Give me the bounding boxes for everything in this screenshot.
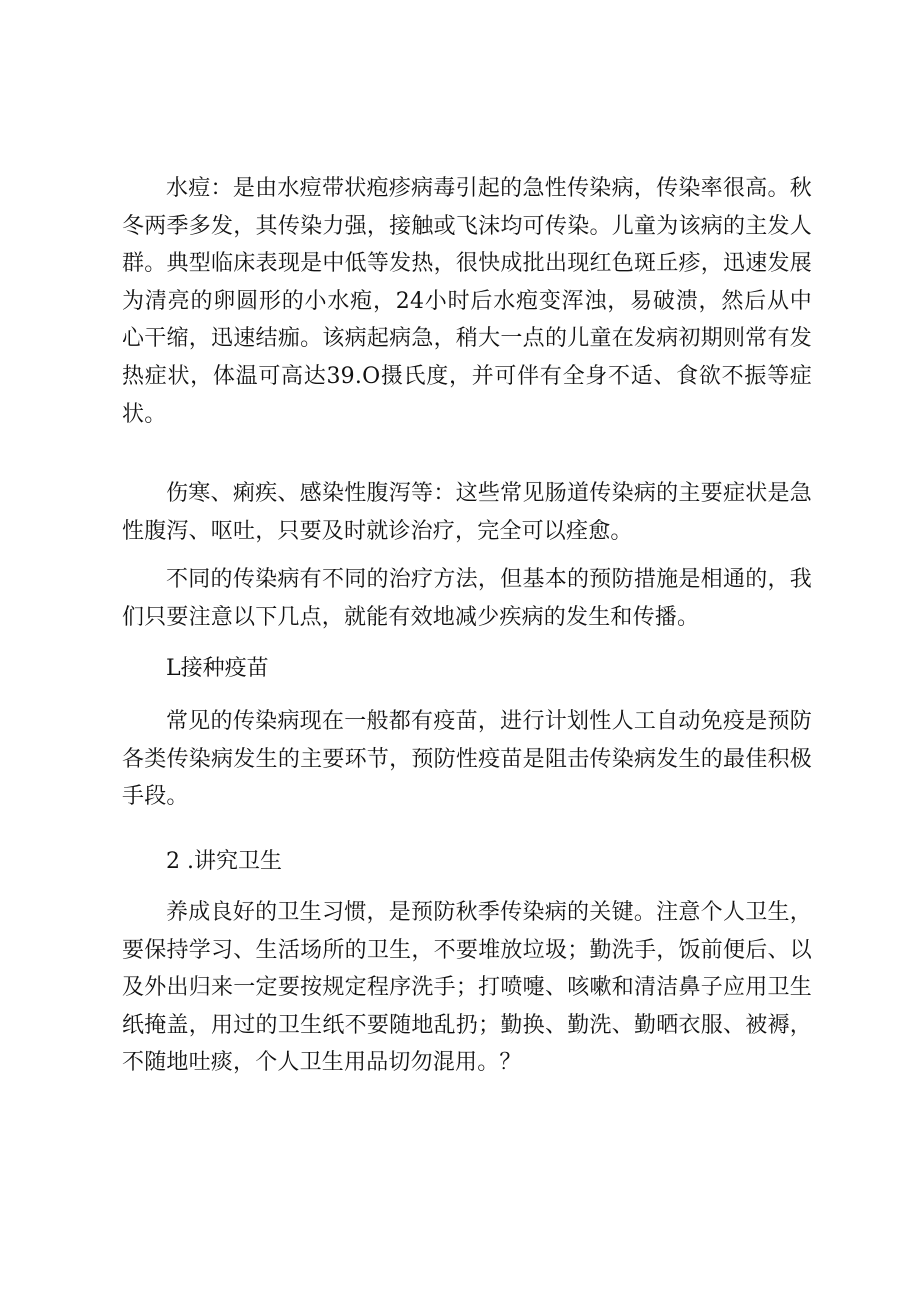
paragraph-intestinal-diseases: 伤寒、痢疾、感染性腹泻等：这些常见肠道传染病的主要症状是急性腹泻、呕吐，只要及时就诊治疗，完全可以痊愈。 <box>122 481 812 544</box>
heading-hygiene: 2 .讲究卫生 <box>166 849 282 874</box>
paragraph-prevention-intro: 不同的传染病有不同的治疗方法，但基本的预防措施是相通的，我们只要注意以下几点，就能有效地减少疾病的发生和传播。 <box>122 567 812 630</box>
paragraph-chickenpox: 水痘：是由水痘带状疱疹病毒引起的急性传染病，传染率很高。秋冬两季多发，其传染力强，接触或飞沫均可传染。儿童为该病的主发人群。典型临床表现是中低等发热，很快成批出现红色斑丘疹，迅速发展为清亮的卵圆形的小水疱，24小时后水疱变浑浊，易破溃，然后从中心干缩，迅速结痂。该病起病急，稍大一点的儿童在发病初期则常有发热症状，体温可高达39.O摄氏度，并可伴有全身不适、食欲不振等症状。 <box>122 176 812 427</box>
paragraph-vaccination: 常见的传染病现在一般都有疫苗，进行计划性人工自动免疫是预防各类传染病发生的主要环节，预防性疫苗是阻击传染病发生的最佳积极手段。 <box>122 709 812 810</box>
heading-vaccination: L接种疫苗 <box>166 656 269 681</box>
paragraph-hygiene: 养成良好的卫生习惯，是预防秋季传染病的关键。注意个人卫生，要保持学习、生活场所的卫生，不要堆放垃圾；勤洗手，饭前便后、以及外出归来一定要按规定程序洗手；打喷嚏、咳嗽和清洁鼻子应用卫生纸掩盖，用过的卫生纸不要随地乱扔；勤换、勤洗、勤晒衣服、被褥，不随地吐痰，个人卫生用品切勿混用。？ <box>122 900 812 1076</box>
